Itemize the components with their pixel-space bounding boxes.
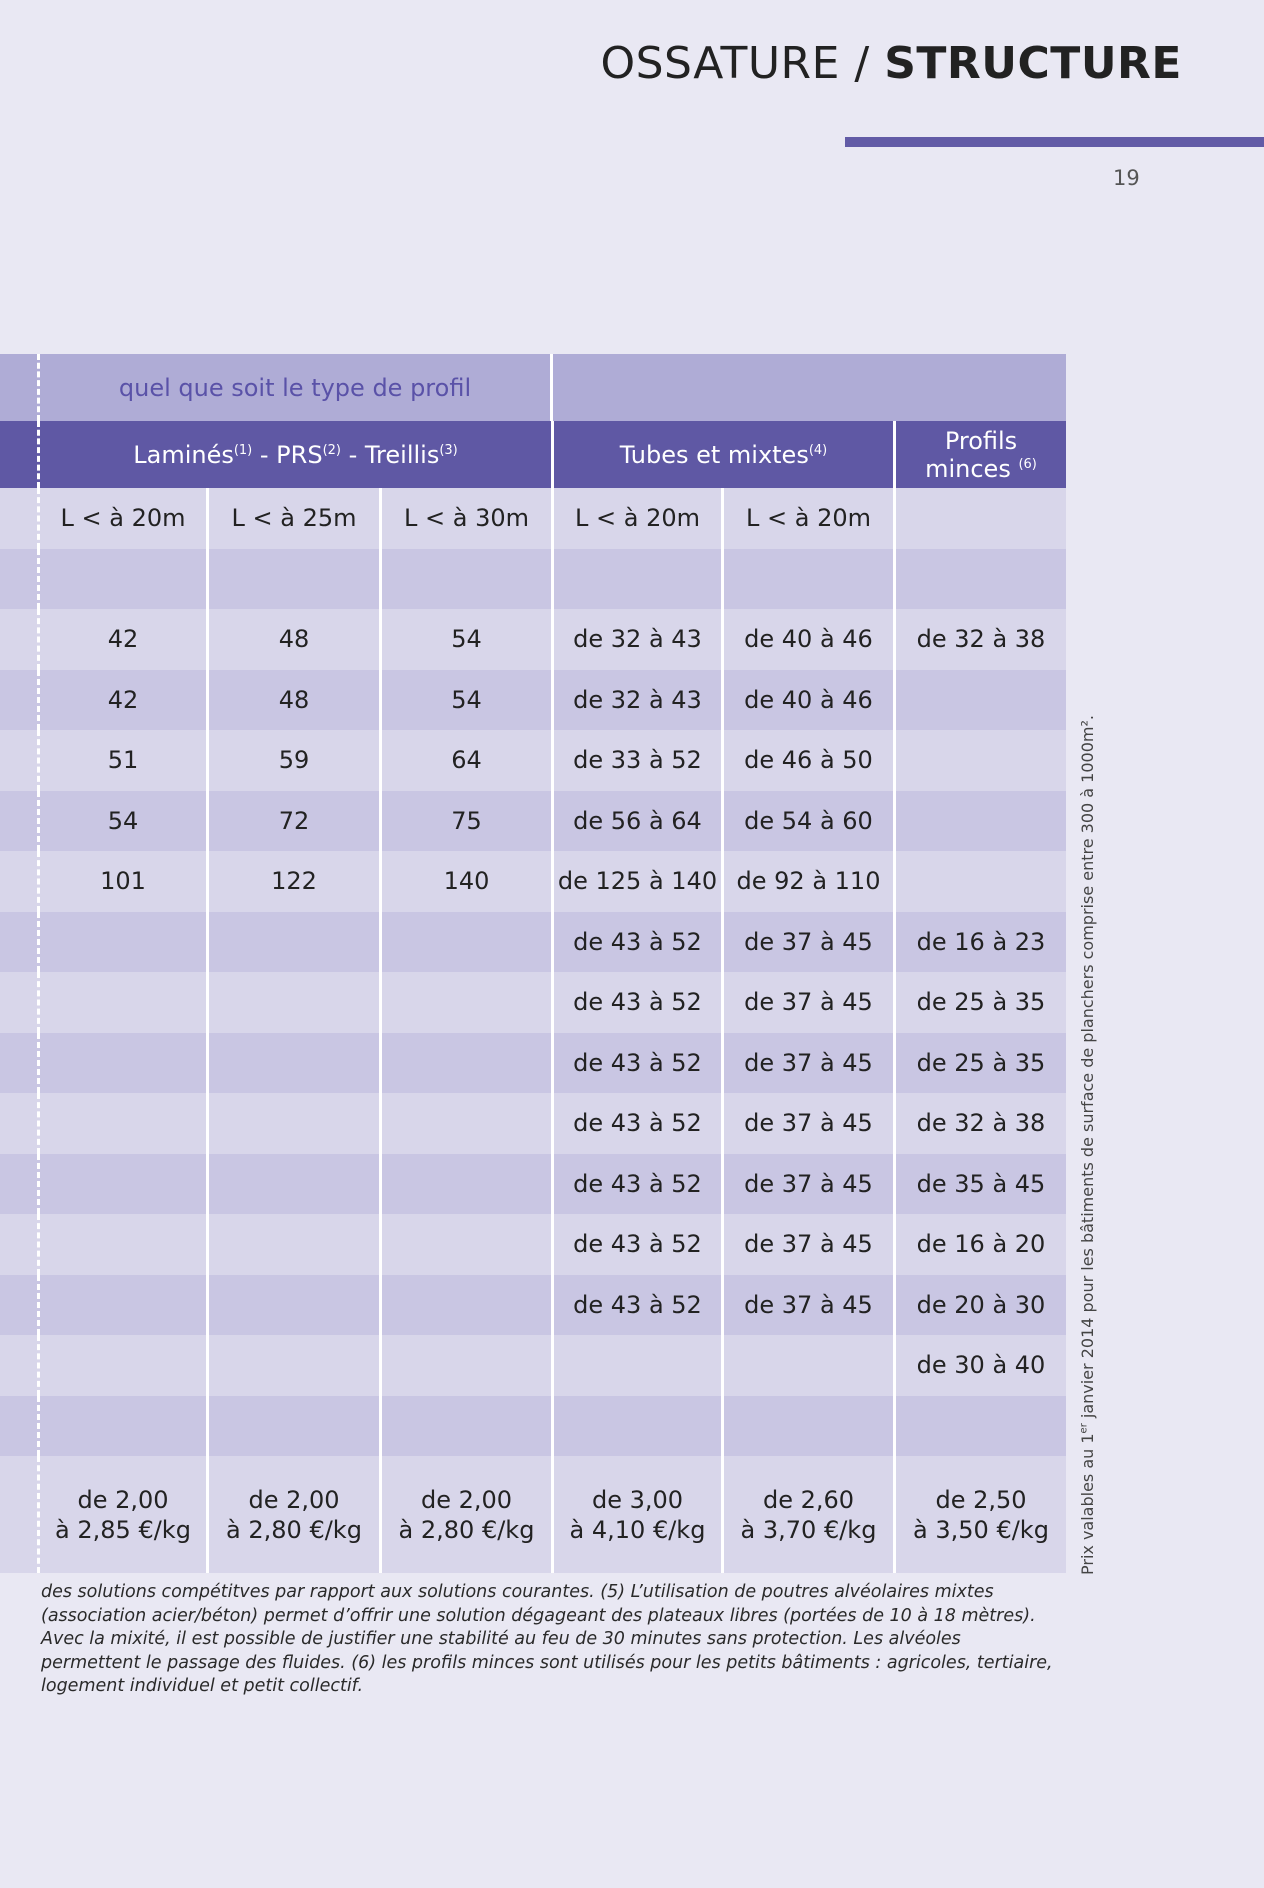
table-cell bbox=[40, 972, 209, 1033]
price-cell bbox=[896, 1456, 1066, 1573]
table-cell bbox=[209, 1093, 382, 1154]
price-from: de 2,60 bbox=[762, 1485, 855, 1514]
stub-cell bbox=[0, 1396, 40, 1457]
table-cell: 42 bbox=[40, 609, 209, 670]
table-cell: 42 bbox=[40, 670, 209, 731]
header-tubes: Tubes et mixtes bbox=[619, 440, 809, 469]
table-row bbox=[0, 1093, 1066, 1154]
table-cell bbox=[382, 1335, 554, 1396]
table-cell: 72 bbox=[209, 791, 382, 852]
table-row bbox=[0, 549, 1066, 610]
table-cell bbox=[209, 912, 382, 973]
table-cell bbox=[554, 549, 724, 610]
table-cell bbox=[209, 1154, 382, 1215]
table-row bbox=[0, 730, 1066, 791]
price-from: de 2,00 bbox=[420, 1485, 513, 1514]
price-from: de 2,50 bbox=[935, 1485, 1027, 1514]
table-cell bbox=[40, 1275, 209, 1336]
stub-cell bbox=[0, 1275, 40, 1336]
table-cell bbox=[209, 1335, 382, 1396]
table-cell: de 37 à 45 bbox=[724, 912, 896, 973]
table-cell: de 37 à 45 bbox=[724, 1214, 896, 1275]
table-cell bbox=[209, 1275, 382, 1336]
table-cell bbox=[40, 912, 209, 973]
table-cell: de 25 à 35 bbox=[916, 988, 1046, 1017]
page-title-light: OSSATURE / bbox=[600, 38, 885, 89]
table-row bbox=[0, 791, 1066, 852]
table-cell bbox=[724, 1335, 896, 1396]
note-3: (3) bbox=[439, 442, 458, 458]
table-row bbox=[0, 1154, 1066, 1215]
side-note-sup: er bbox=[1078, 1423, 1090, 1434]
table-cell: de 16 à 23 bbox=[916, 927, 1046, 956]
header-accent-bar bbox=[845, 137, 1264, 147]
table-cell: 48 bbox=[209, 670, 382, 731]
span-cell: L < à 20m bbox=[554, 488, 724, 549]
table-cell: de 54 à 60 bbox=[724, 791, 896, 852]
span-cell bbox=[896, 488, 1066, 549]
table-cell bbox=[40, 1033, 209, 1094]
table-cell: de 92 à 110 bbox=[724, 851, 896, 912]
stub-cell bbox=[0, 1214, 40, 1275]
stub-cell bbox=[0, 1093, 40, 1154]
table-cell: 48 bbox=[209, 609, 382, 670]
stub-cell bbox=[0, 1456, 40, 1573]
table-cell bbox=[382, 1214, 554, 1275]
table-cell bbox=[40, 1396, 209, 1457]
table-cell: de 32 à 38 bbox=[916, 625, 1046, 654]
price-cell bbox=[382, 1456, 554, 1573]
table-cell bbox=[382, 912, 554, 973]
table-cell bbox=[209, 549, 382, 610]
footnote-text: des solutions compétitves par rapport aux solutions courantes. (5) L’utilisation de poutres alvéolaires mixtes (association acier/béton) permet d’offrir une solution dégageant des plateaux libres (portées de 10 à 18 mètres). Avec la mixité, il est possible de justifier une stabilité au feu de 30 minutes sans protection. Les alvéoles permettent le passage des fluides. (6) les profils minces sont utilisés pour les petits bâtiments : agricoles, tertiaire, logement individuel et petit collectif. bbox=[41, 1582, 1053, 1696]
header-lamines: Laminés bbox=[133, 440, 234, 469]
header-profils-minces bbox=[896, 421, 1066, 488]
stub-cell bbox=[0, 1033, 40, 1094]
table-row bbox=[0, 912, 1066, 973]
table-cell: 122 bbox=[209, 851, 382, 912]
table-row bbox=[0, 1335, 1066, 1396]
table-cell: de 16 à 20 bbox=[916, 1230, 1046, 1259]
span-cell: L < à 20m bbox=[724, 488, 896, 549]
price-to: à 2,80 €/kg bbox=[226, 1515, 362, 1544]
table-cell bbox=[382, 972, 554, 1033]
span-cell: L < à 30m bbox=[382, 488, 554, 549]
table-cell bbox=[40, 1093, 209, 1154]
table-cell: de 37 à 45 bbox=[724, 1275, 896, 1336]
table-cell bbox=[724, 549, 896, 610]
stub-cell bbox=[0, 972, 40, 1033]
table-cell bbox=[382, 1154, 554, 1215]
table-cell: de 125 à 140 bbox=[554, 851, 724, 912]
note-4: (4) bbox=[808, 442, 828, 458]
stub-cell bbox=[0, 549, 40, 610]
stub-cell bbox=[0, 421, 40, 488]
table-cell bbox=[40, 549, 209, 610]
page-title-bold: STRUCTURE bbox=[884, 38, 1182, 89]
table-cell: 101 bbox=[40, 851, 209, 912]
header-prs: - PRS bbox=[252, 440, 323, 469]
price-to: à 3,50 €/kg bbox=[913, 1515, 1049, 1544]
table-row bbox=[0, 1275, 1066, 1336]
table-cell bbox=[382, 1275, 554, 1336]
stub-cell bbox=[0, 912, 40, 973]
table-cell: de 37 à 45 bbox=[724, 972, 896, 1033]
note-6: (6) bbox=[1018, 456, 1037, 472]
table-cell bbox=[896, 791, 1066, 852]
table-cell: de 43 à 52 bbox=[554, 1154, 724, 1215]
table-cell: de 32 à 43 bbox=[554, 670, 724, 731]
price-cell bbox=[209, 1456, 382, 1573]
side-note-after: janvier 2014 pour les bâtiments de surface de planchers comprise entre 300 à 1000m². bbox=[1078, 715, 1097, 1424]
table-cell bbox=[896, 1396, 1066, 1457]
table-cell: de 40 à 46 bbox=[724, 609, 896, 670]
table-cell bbox=[896, 670, 1066, 731]
table-cell: de 43 à 52 bbox=[554, 972, 724, 1033]
table-cell bbox=[382, 1033, 554, 1094]
price-to: à 3,70 €/kg bbox=[740, 1515, 877, 1544]
top-band-label: quel que soit le type de profil bbox=[40, 354, 553, 421]
table-cell bbox=[209, 1396, 382, 1457]
table-cell: 140 bbox=[382, 851, 554, 912]
table-cell: 54 bbox=[382, 670, 554, 731]
header-profils-line1: Profils bbox=[944, 426, 1018, 455]
page-number: 19 bbox=[1113, 166, 1140, 190]
table-cell bbox=[896, 730, 1066, 791]
table-cell: de 37 à 45 bbox=[724, 1093, 896, 1154]
header-treillis: - Treillis bbox=[341, 440, 440, 469]
table-cell: 51 bbox=[40, 730, 209, 791]
price-from: de 2,00 bbox=[248, 1485, 340, 1514]
table-cell bbox=[382, 1093, 554, 1154]
table-cell bbox=[554, 1396, 724, 1457]
price-validity-note bbox=[1078, 715, 1097, 1575]
stub-cell bbox=[0, 670, 40, 731]
table-cell: de 37 à 45 bbox=[724, 1154, 896, 1215]
span-row bbox=[0, 488, 1066, 549]
header-tubes-mixtes bbox=[554, 421, 896, 488]
table-cell bbox=[554, 1335, 724, 1396]
table-cell: de 32 à 38 bbox=[916, 1109, 1046, 1138]
table-cell bbox=[896, 549, 1066, 610]
price-cell bbox=[40, 1456, 209, 1573]
table-cell: de 43 à 52 bbox=[554, 1275, 724, 1336]
page-title bbox=[600, 38, 1182, 89]
table-cell: de 33 à 52 bbox=[554, 730, 724, 791]
table-cell: de 37 à 45 bbox=[724, 1033, 896, 1094]
table-row bbox=[0, 1396, 1066, 1457]
table-top-band bbox=[0, 354, 1066, 421]
table-cell: 59 bbox=[209, 730, 382, 791]
stub-cell bbox=[0, 354, 40, 421]
price-row bbox=[0, 1456, 1066, 1573]
note-1: (1) bbox=[233, 442, 253, 458]
table-cell bbox=[209, 1033, 382, 1094]
table-row bbox=[0, 851, 1066, 912]
table-cell bbox=[382, 1396, 554, 1457]
price-cell bbox=[724, 1456, 896, 1573]
price-table bbox=[0, 354, 1066, 1573]
table-cell: de 43 à 52 bbox=[554, 1033, 724, 1094]
table-cell: de 43 à 52 bbox=[554, 1214, 724, 1275]
table-cell: de 20 à 30 bbox=[916, 1290, 1046, 1319]
table-cell: 75 bbox=[382, 791, 554, 852]
table-cell: de 56 à 64 bbox=[554, 791, 724, 852]
stub-cell bbox=[0, 791, 40, 852]
stub-cell bbox=[0, 609, 40, 670]
stub-cell bbox=[0, 730, 40, 791]
table-cell bbox=[382, 549, 554, 610]
stub-cell bbox=[0, 851, 40, 912]
table-cell bbox=[896, 851, 1066, 912]
price-to: à 2,85 €/kg bbox=[55, 1515, 191, 1544]
price-cell bbox=[554, 1456, 724, 1573]
stub-cell bbox=[0, 1154, 40, 1215]
stub-cell bbox=[0, 488, 40, 549]
table-cell: de 35 à 45 bbox=[916, 1169, 1046, 1198]
span-cell: L < à 20m bbox=[40, 488, 209, 549]
price-to: à 4,10 €/kg bbox=[569, 1515, 706, 1544]
table-cell: de 30 à 40 bbox=[916, 1351, 1046, 1380]
price-from: de 3,00 bbox=[591, 1485, 684, 1514]
table-cell: 54 bbox=[40, 791, 209, 852]
table-cell: 64 bbox=[382, 730, 554, 791]
table-row bbox=[0, 609, 1066, 670]
table-cell: de 40 à 46 bbox=[724, 670, 896, 731]
table-cell bbox=[209, 1214, 382, 1275]
span-cell: L < à 25m bbox=[209, 488, 382, 549]
top-band-fill bbox=[553, 354, 1066, 421]
table-cell bbox=[40, 1335, 209, 1396]
side-note-before: Prix valables au 1 bbox=[1078, 1433, 1097, 1575]
header-profils-line2: minces bbox=[925, 454, 1011, 483]
table-cell bbox=[40, 1154, 209, 1215]
table-cell: de 43 à 52 bbox=[554, 912, 724, 973]
table-group-header bbox=[0, 421, 1066, 488]
table-cell: de 32 à 43 bbox=[554, 609, 724, 670]
table-cell: 54 bbox=[382, 609, 554, 670]
stub-cell bbox=[0, 1335, 40, 1396]
table-cell: de 46 à 50 bbox=[724, 730, 896, 791]
table-row bbox=[0, 972, 1066, 1033]
table-row bbox=[0, 1214, 1066, 1275]
table-cell: de 25 à 35 bbox=[916, 1048, 1046, 1077]
table-cell bbox=[724, 1396, 896, 1457]
table-row bbox=[0, 670, 1066, 731]
table-row bbox=[0, 1033, 1066, 1094]
table-cell bbox=[209, 972, 382, 1033]
table-cell: de 43 à 52 bbox=[554, 1093, 724, 1154]
note-2: (2) bbox=[322, 442, 341, 458]
table-cell bbox=[40, 1214, 209, 1275]
price-from: de 2,00 bbox=[77, 1485, 169, 1514]
header-lamines-prs-treillis bbox=[40, 421, 554, 488]
price-to: à 2,80 €/kg bbox=[398, 1515, 535, 1544]
